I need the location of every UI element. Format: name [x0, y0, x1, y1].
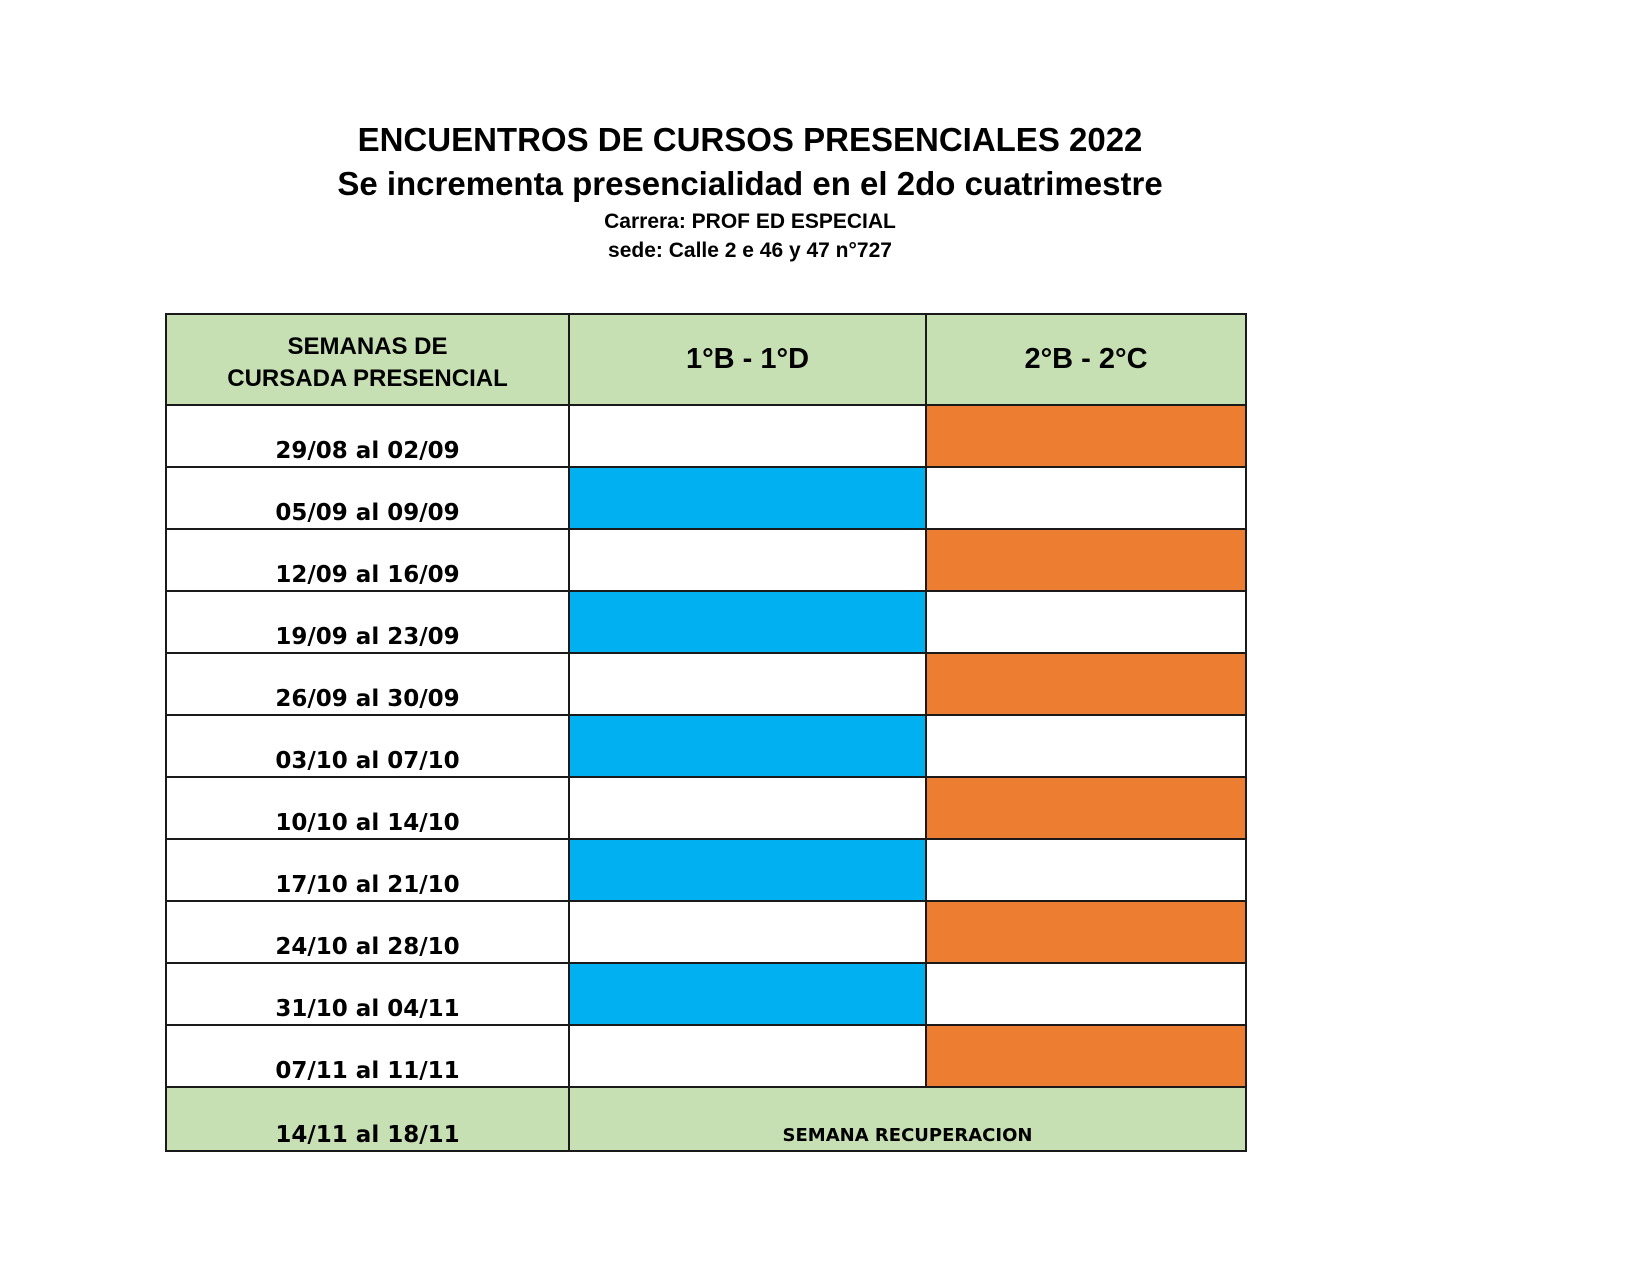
table-row	[166, 591, 1246, 653]
location-label: sede: Calle 2 e 46 y 47 n°727	[608, 239, 892, 262]
column-header-weeks-line2: CURSADA PRESENCIAL	[227, 364, 508, 392]
schedule-body	[166, 405, 1246, 1087]
group2-empty-cell	[926, 715, 1246, 777]
group2-empty-cell	[926, 839, 1246, 901]
week-label: 19/09 al 23/09	[166, 591, 569, 653]
group1-empty-cell	[569, 777, 926, 839]
table-row	[166, 467, 1246, 529]
table-row	[166, 1025, 1246, 1087]
week-label: 07/11 al 11/11	[166, 1025, 569, 1087]
table-row	[166, 963, 1246, 1025]
week-label: 26/09 al 30/09	[166, 653, 569, 715]
week-label: 31/10 al 04/11	[166, 963, 569, 1025]
group1-empty-cell	[569, 405, 926, 467]
column-header-group2: 2°B - 2°C	[926, 314, 1246, 405]
table-row	[166, 901, 1246, 963]
recovery-week-label: 14/11 al 18/11	[166, 1087, 569, 1151]
group2-presence-cell	[926, 529, 1246, 591]
group2-empty-cell	[926, 963, 1246, 1025]
group1-empty-cell	[569, 653, 926, 715]
group1-empty-cell	[569, 529, 926, 591]
group2-empty-cell	[926, 591, 1246, 653]
schedule-table	[165, 313, 1247, 1152]
table-header-row	[166, 314, 1246, 405]
table-row	[166, 405, 1246, 467]
group1-presence-cell	[569, 715, 926, 777]
group2-presence-cell	[926, 1025, 1246, 1087]
group2-presence-cell	[926, 405, 1246, 467]
group1-presence-cell	[569, 591, 926, 653]
week-label: 03/10 al 07/10	[166, 715, 569, 777]
recovery-note: SEMANA RECUPERACION	[569, 1087, 1246, 1151]
table-row	[166, 777, 1246, 839]
column-header-weeks	[166, 314, 569, 405]
page-subtitle: Se incrementa presencialidad en el 2do cuatrimestre	[337, 165, 1163, 202]
group1-presence-cell	[569, 839, 926, 901]
page-title: ENCUENTROS DE CURSOS PRESENCIALES 2022	[357, 121, 1143, 158]
table-row	[166, 715, 1246, 777]
week-label: 17/10 al 21/10	[166, 839, 569, 901]
group1-presence-cell	[569, 963, 926, 1025]
recovery-row	[166, 1087, 1246, 1151]
group2-presence-cell	[926, 777, 1246, 839]
group2-presence-cell	[926, 653, 1246, 715]
table-row	[166, 529, 1246, 591]
group1-empty-cell	[569, 1025, 926, 1087]
column-header-weeks-line1: SEMANAS DE	[287, 332, 448, 360]
table-row	[166, 839, 1246, 901]
week-label: 05/09 al 09/09	[166, 467, 569, 529]
week-label: 29/08 al 02/09	[166, 405, 569, 467]
column-header-group1: 1°B - 1°D	[569, 314, 926, 405]
week-label: 10/10 al 14/10	[166, 777, 569, 839]
table-row	[166, 653, 1246, 715]
career-label: Carrera: PROF ED ESPECIAL	[604, 210, 896, 233]
week-label: 24/10 al 28/10	[166, 901, 569, 963]
week-label: 12/09 al 16/09	[166, 529, 569, 591]
group2-empty-cell	[926, 467, 1246, 529]
group1-empty-cell	[569, 901, 926, 963]
group2-presence-cell	[926, 901, 1246, 963]
group1-presence-cell	[569, 467, 926, 529]
